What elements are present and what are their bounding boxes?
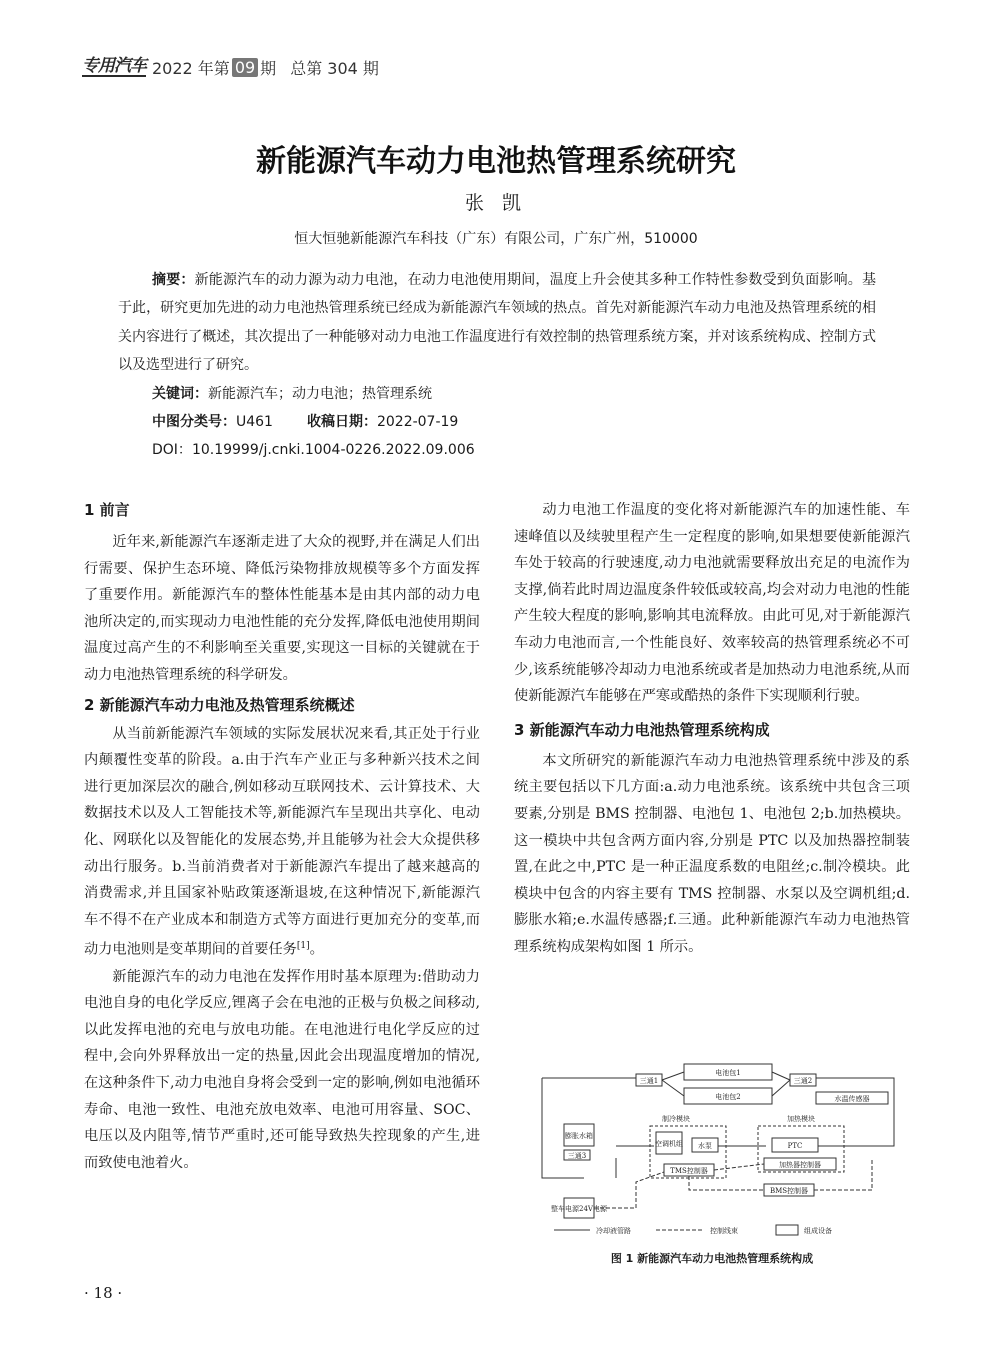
section-2-paragraph-2: 新能源汽车的动力电池在发挥作用时基本原理为:借助动力电池自身的电化学反应,锂离子会在电池的正极与负极之间移动,以此发挥电池的充电与放电功能。在电池进行电化学反应的过程中,会向外界释放出一定的热量,因此会出现温度增加的情况,在这种条件下,动力电池自身将会受到一定的影响,例如电池循环寿命、电池一致性、电池充放电效率、电池可用容量、SOC、电压以及内阻等,情节严重时,还可能导致热失控现象的产生,进而致使电池着火。: [84, 968, 480, 1171]
pipe-tee1-bat2: [662, 1080, 684, 1096]
legend-cool-label: 冷却液管路: [596, 1227, 631, 1235]
received-date-label: 收稿日期：: [306, 414, 377, 430]
keywords: [152, 380, 432, 408]
journal-header: [82, 52, 379, 82]
pipe-bat2-tee2: [772, 1080, 790, 1096]
water-temp-sensor-label: 水温传感器: [834, 1095, 870, 1103]
section-2-heading: 2 新能源汽车动力电池及热管理系统概述: [84, 695, 355, 714]
issue-info: [152, 56, 379, 79]
article-title: 新能源汽车动力电池热管理系统研究: [256, 144, 736, 179]
section-2-paragraph-3: 动力电池工作温度的变化将对新能源汽车的加速性能、车速峰值以及续驶里程产生一定程度的影响,如果想要使新能源汽车处于较高的行驶速度,动力电池就需要释放出充足的电流作为支撑,倘若此时周边温度条件较低或较高,均会对动力电池的性能产生较大程度的影响,影响其电流释放。由此可见,对于新能源汽车动力电池而言,一个性能良好、效率较高的热管理系统必不可少,该系统能够冷却动力电池系统或者是加热动力电池系统,从而使新能源汽车能够在严寒或酷热的条件下实现顺利行驶。: [514, 502, 910, 705]
legend-ctrl-label: 控制线束: [710, 1227, 738, 1235]
article-author: 张 凯: [464, 192, 528, 214]
left-column: [84, 497, 480, 1176]
ptc-label: PTC: [787, 1142, 803, 1150]
legend-dev-label: 组成设备: [804, 1227, 832, 1235]
doi-value[interactable]: 10.19999/j.cnki.1004-0226.2022.09.006: [191, 442, 475, 458]
tms-controller-label: TMS控制器: [670, 1167, 708, 1175]
pipe-tee1-bat1: [662, 1072, 684, 1080]
expansion-tank-label: 膨胀水箱: [565, 1132, 593, 1140]
section-3-heading: 3 新能源汽车动力电池热管理系统构成: [514, 720, 770, 739]
abstract-text: 新能源汽车的动力源为动力电池，在动力电池使用期间，温度上升会使其多种工作特性参数受到负面影响。基于此，研究更加先进的动力电池热管理系统已经成为新能源汽车领域的热点。首先对新能源汽车动力电池及热管理系统的相关内容进行了概述，其次提出了一种能够对动力电池工作温度进行有效控制的热管理系统方案，并对该系统构成、控制方式以及选型进行了研究。: [118, 272, 877, 373]
issue-suffix: 期: [260, 58, 277, 78]
clc-label: 中图分类号：: [152, 414, 236, 430]
classification-line: [152, 408, 458, 436]
ctrl-line-tms-bms: [689, 1176, 764, 1190]
ac-unit-label: 空调机组: [655, 1140, 683, 1148]
issue-number: 09: [232, 58, 258, 77]
pipe-bat1-tee2: [772, 1072, 790, 1080]
issue-total: 总第 304 期: [290, 58, 379, 78]
cooling-module-label: 制冷模块: [662, 1115, 690, 1123]
section-2-paragraph-1-end: 。: [309, 942, 324, 959]
keywords-label: 关键词：: [152, 386, 208, 402]
pump-label: 水泵: [698, 1142, 712, 1150]
section-2-paragraph-1-text: 从当前新能源汽车领域的实际发展状况来看,其正处于行业内颠覆性变革的阶段。a.由于汽车产业正与多种新兴技术之间进行更加深层次的融合,例如移动互联网技术、云计算技术、大数据技术以及人工智能技术等,新能源汽车呈现出共享化、电动化、网联化以及智能化的发展态势,并且能够为社会大众提供移动出行服务。b.当前消费者对于新能源汽车提出了越来越高的消费需求,并且国家补贴政策逐渐退坡,在这种情况下,新能源汽车不得不在产业成本和制造方式等方面进行更加充分的变革,而动力电池则是变革期间的首要任务: [84, 725, 480, 959]
ctrl-line-tms-heater: [714, 1164, 764, 1170]
heater-controller-label: 加热器控制器: [779, 1161, 821, 1169]
journal-logo: 专用汽车: [82, 56, 146, 76]
figure-1-caption: 图 1 新能源汽车动力电池热管理系统构成: [610, 1252, 814, 1265]
tee-1-label: 三通1: [639, 1077, 659, 1085]
coolant-pipe-right: [786, 1078, 894, 1146]
battery-pack-2-label: 电池包2: [715, 1093, 741, 1101]
doi-label: DOI：: [152, 442, 192, 458]
power-supply-label: 整车电源24V电源: [551, 1205, 607, 1213]
ctrl-line-power: [594, 1172, 664, 1208]
received-date: 2022-07-19: [376, 414, 459, 430]
right-column: [514, 497, 910, 961]
section-1-heading: 1 前言: [84, 501, 130, 519]
section-2-paragraph-1: [84, 721, 480, 964]
figure-1-diagram: [536, 1058, 906, 1238]
battery-pack-1-label: 电池包1: [715, 1069, 741, 1077]
legend-dev-box: [776, 1225, 798, 1235]
issue-prefix: 2022 年第: [152, 58, 230, 78]
abstract: [118, 266, 876, 379]
section-1-paragraph: 近年来,新能源汽车逐渐走进了大众的视野,并在满足人们出行需要、保护生态环境、降低污染物排放规模等多个方面发挥了重要作用。新能源汽车的整体性能基本是由其内部的动力电池所决定的,而实现动力电池性能的充分发挥,降低电池使用期间温度过高产生的不利影响至关重要,实现这一目标的关键就在于动力电池热管理系统的科学研发。: [84, 534, 480, 683]
heating-module-label: 加热模块: [787, 1115, 815, 1123]
doi-line: [152, 436, 475, 464]
clc-value: U461: [236, 414, 273, 430]
section-3-paragraph-1: 本文所研究的新能源汽车动力电池热管理系统中涉及的系统主要包括以下几方面:a.动力电池系统。该系统中共包含三项要素,分别是 BMS 控制器、电池包 1、电池包 2;b.加热模块。这一模块中共包含两方面内容,分别是 PTC 以及加热器控制装置,在此之中,PTC 是一种正温度系数的电阻丝;c.制冷模块。此模块中包含的内容主要有 TMS 控制器、水泵以及空调机组;d.膨胀水箱;e.水温传感器;f.三通。此种新能源汽车动力电池热管理系统构成架构如图 1 所示。: [514, 752, 910, 955]
bms-controller-label: BMS控制器: [769, 1187, 809, 1195]
page-number: · 18 ·: [84, 1284, 123, 1302]
abstract-label: 摘要：: [152, 272, 195, 288]
author-affiliation: 恒大恒驰新能源汽车科技（广东）有限公司，广东广州，510000: [294, 231, 698, 247]
keywords-text: 新能源汽车；动力电池；热管理系统: [208, 386, 432, 402]
tee-3-label: 三通3: [567, 1152, 587, 1160]
tee-2-label: 三通2: [793, 1077, 813, 1085]
reference-1[interactable]: [1]: [296, 941, 310, 952]
